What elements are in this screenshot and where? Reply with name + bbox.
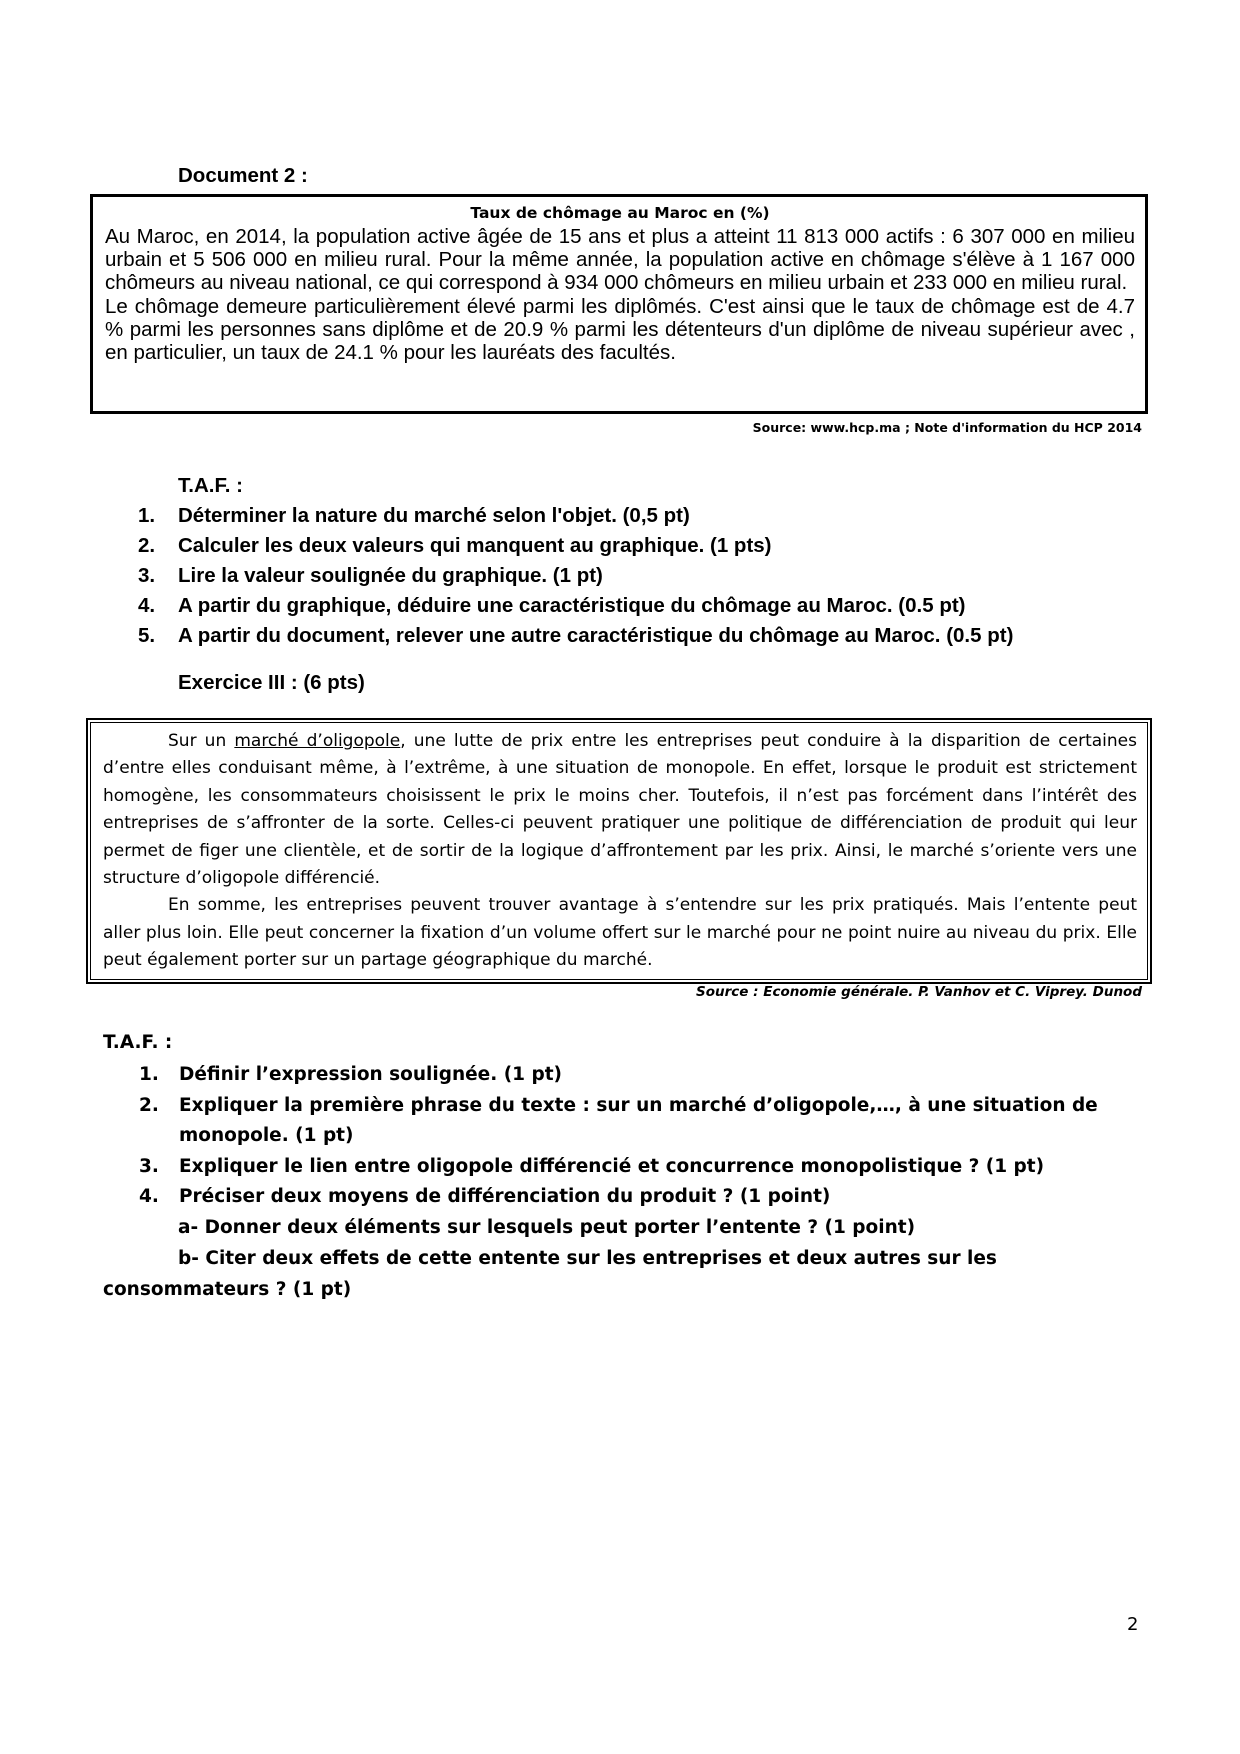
list-item: 4. Préciser deux moyens de différenciation du produit ? (1 point) — [139, 1186, 831, 1207]
list-item: 2. Calculer les deux valeurs qui manquent au graphique. (1 pts) — [138, 534, 772, 557]
list-item: 5. A partir du document, relever une autre caractéristique du chômage au Maroc. (0.5 pt) — [138, 624, 1014, 647]
document-2-box — [90, 194, 1148, 414]
page-number: 2 — [1127, 1614, 1139, 1635]
exercise-3-text-box — [90, 722, 1148, 980]
exercise-3-source: Source : Economie générale. P. Vanhov et C. Viprey. Dunod — [696, 984, 1142, 1000]
taf-2-sub-question-b: b- Citer deux effets de cette entente sur les entreprises et deux autres sur les consommateurs ? (1 pt) — [103, 1248, 997, 1300]
list-item: 4. A partir du graphique, déduire une caractéristique du chômage au Maroc. (0.5 pt) — [138, 594, 966, 617]
document-2-paragraph: Le chômage demeure particulièrement élevé parmi les diplômés. C'est ainsi que le taux de chômage est de 4.7 % parmi les personnes sans diplôme et de 20.9 % parmi les détenteurs d'un diplôme de niveau supérieur avec , en particulier, un taux de 24.1 % pour les lauréats des facultés. — [105, 294, 1135, 365]
document-2-heading: Document 2 : — [178, 164, 308, 187]
document-2-box-title: Taux de chômage au Maroc en (%) — [470, 204, 770, 222]
exercise-3-paragraph: Sur un marché d’oligopole, une lutte de prix entre les entreprises peut conduire à la disparition de certaines d’entre elles conduisant même, à l’extrême, à une situation de monopole. En effet, lorsque le produit est strictement homogène, les consommateurs choisissent le prix le moins cher. Toutefois, il n’est pas forcément dans l’intérêt des entreprises de s’affronter de la sorte. Celles-ci peuvent pratiquer une politique de différenciation de produit qui leur permet de figer une clientèle, et de sortir de la logique d’affrontement par les prix. Ainsi, le marché s’oriente vers une structure d’oligopole différencié. — [103, 731, 1137, 889]
list-item: 3. Expliquer le lien entre oligopole différencié et concurrence monopolistique ? (1 pt) — [139, 1155, 1045, 1177]
list-item: 1. Déterminer la nature du marché selon l'objet. (0,5 pt) — [138, 504, 690, 527]
taf-2-heading: T.A.F. : — [103, 1032, 173, 1053]
taf-1-question-list — [138, 501, 1013, 651]
taf-1-heading: T.A.F. : — [178, 474, 243, 497]
taf-2-question-list — [139, 1060, 1099, 1213]
document-2-paragraph: Au Maroc, en 2014, la population active âgée de 15 ans et plus a atteint 11 813 000 actifs : 6 307 000 en milieu urbain et 5 506 000 en milieu rural. Pour la même année, la population active en chômage s'élève à 1 167 000 chômeurs au niveau national, ce qui correspond à 934 000 chômeurs en milieu urbain et 233 000 en milieu rural. — [105, 225, 1135, 295]
document-2-source: Source: www.hcp.ma ; Note d'information du HCP 2014 — [752, 420, 1142, 435]
underlined-expression: marché d’oligopole — [234, 731, 401, 751]
list-item: 3. Lire la valeur soulignée du graphique. (1 pt) — [138, 564, 603, 587]
list-item: 2. Expliquer la première phrase du texte : sur un marché d’oligopole,…, à une situation de monopole. (1 pt) — [139, 1094, 1098, 1146]
list-item: 1. Définir l’expression soulignée. (1 pt) — [139, 1064, 562, 1085]
exercise-3-heading: Exercice III : (6 pts) — [178, 671, 365, 694]
exercise-3-paragraph: En somme, les entreprises peuvent trouver avantage à s’entendre sur les prix pratiqués. Mais l’entente peut aller plus loin. Elle peut concerner la fixation d’un volume offert sur le marché pour ne point nuire au niveau du prix. Elle peut également porter sur un partage géographique du marché. — [103, 895, 1137, 971]
taf-2-sub-question-a: a- Donner deux éléments sur lesquels peut porter l’entente ? (1 point) — [178, 1217, 916, 1238]
